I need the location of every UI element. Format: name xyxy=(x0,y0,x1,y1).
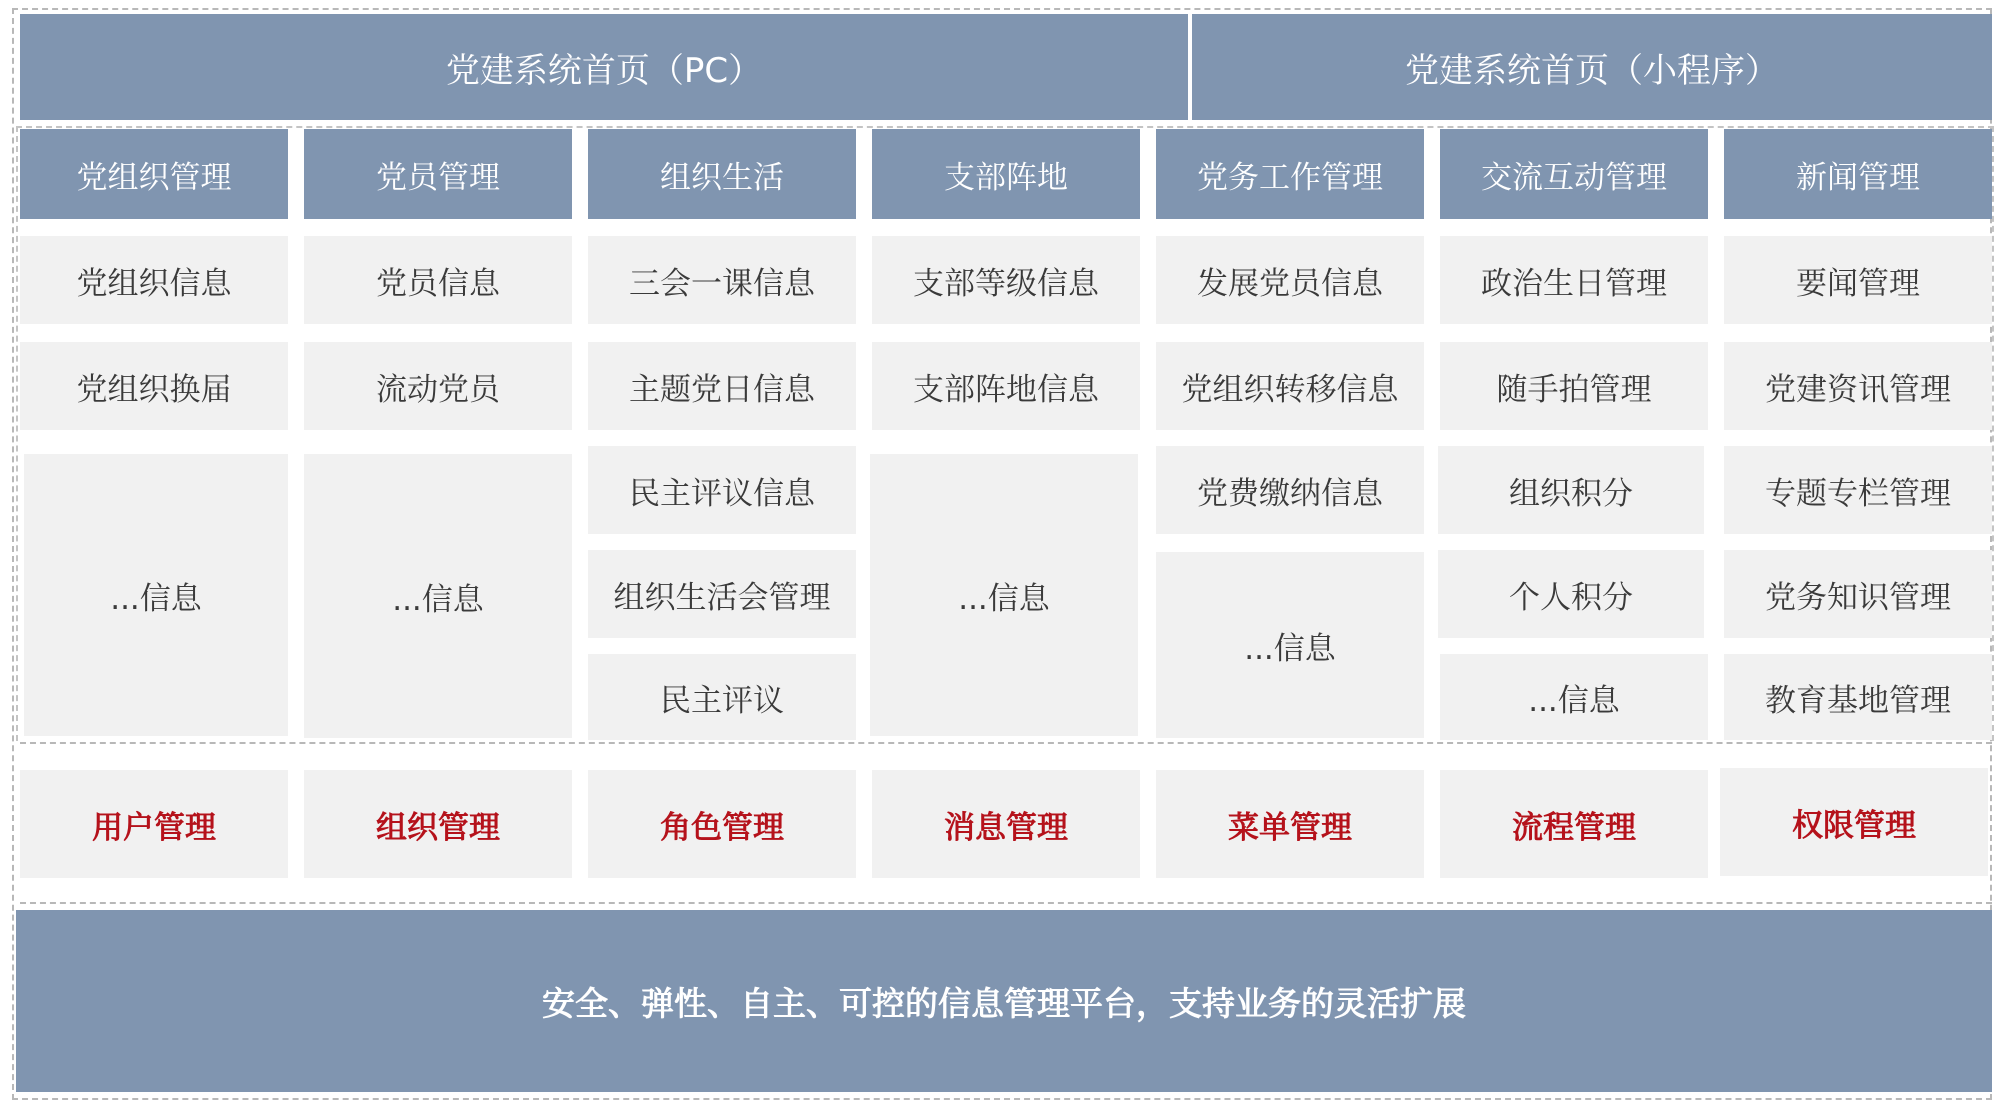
section-divider xyxy=(20,902,1992,904)
module-cell: ...信息 xyxy=(1156,552,1424,738)
column-header-branch: 支部阵地 xyxy=(872,129,1140,219)
module-cell: 三会一课信息 xyxy=(588,236,856,324)
module-cell: 主题党日信息 xyxy=(588,342,856,430)
module-cell: 党建资讯管理 xyxy=(1724,342,1992,430)
module-cell: 随手拍管理 xyxy=(1440,342,1708,430)
section-divider xyxy=(20,742,1992,744)
module-cell: 党组织信息 xyxy=(20,236,288,324)
system-module-workflow: 流程管理 xyxy=(1440,770,1708,878)
module-cell: 党组织换届 xyxy=(20,342,288,430)
module-cell: 流动党员 xyxy=(304,342,572,430)
column-header-party-org: 党组织管理 xyxy=(20,129,288,219)
module-cell: 发展党员信息 xyxy=(1156,236,1424,324)
column-header-org-life: 组织生活 xyxy=(588,129,856,219)
module-cell: ...信息 xyxy=(304,454,572,738)
module-cell: 党组织转移信息 xyxy=(1156,342,1424,430)
system-module-permission: 权限管理 xyxy=(1720,768,1988,876)
module-cell: 政治生日管理 xyxy=(1440,236,1708,324)
module-cell: 民主评议信息 xyxy=(588,446,856,534)
module-cell: 党费缴纳信息 xyxy=(1156,446,1424,534)
column-header-interaction: 交流互动管理 xyxy=(1440,129,1708,219)
module-cell: 组织生活会管理 xyxy=(588,550,856,638)
system-module-user: 用户管理 xyxy=(20,770,288,878)
system-module-org: 组织管理 xyxy=(304,770,572,878)
system-module-message: 消息管理 xyxy=(872,770,1140,878)
module-cell: 教育基地管理 xyxy=(1724,654,1992,740)
header-mini-program: 党建系统首页（小程序） xyxy=(1192,14,1992,120)
module-cell: 支部等级信息 xyxy=(872,236,1140,324)
module-cell: 党务知识管理 xyxy=(1724,550,1992,638)
module-cell: ...信息 xyxy=(870,454,1138,736)
system-module-menu: 菜单管理 xyxy=(1156,770,1424,878)
module-cell: ...信息 xyxy=(1440,654,1708,740)
header-pc: 党建系统首页（PC） xyxy=(20,14,1188,120)
column-header-member: 党员管理 xyxy=(304,129,572,219)
module-cell: 支部阵地信息 xyxy=(872,342,1140,430)
module-cell: 要闻管理 xyxy=(1724,236,1992,324)
platform-footer-banner: 安全、弹性、自主、可控的信息管理平台，支持业务的灵活扩展 xyxy=(16,910,1992,1092)
module-cell: 专题专栏管理 xyxy=(1724,446,1992,534)
module-cell: ...信息 xyxy=(24,454,288,736)
column-header-news: 新闻管理 xyxy=(1724,129,1992,219)
module-cell: 党员信息 xyxy=(304,236,572,324)
module-cell: 组织积分 xyxy=(1438,446,1704,534)
column-header-party-affairs: 党务工作管理 xyxy=(1156,129,1424,219)
system-module-role: 角色管理 xyxy=(588,770,856,878)
module-cell: 民主评议 xyxy=(588,654,856,740)
module-cell: 个人积分 xyxy=(1438,550,1704,638)
